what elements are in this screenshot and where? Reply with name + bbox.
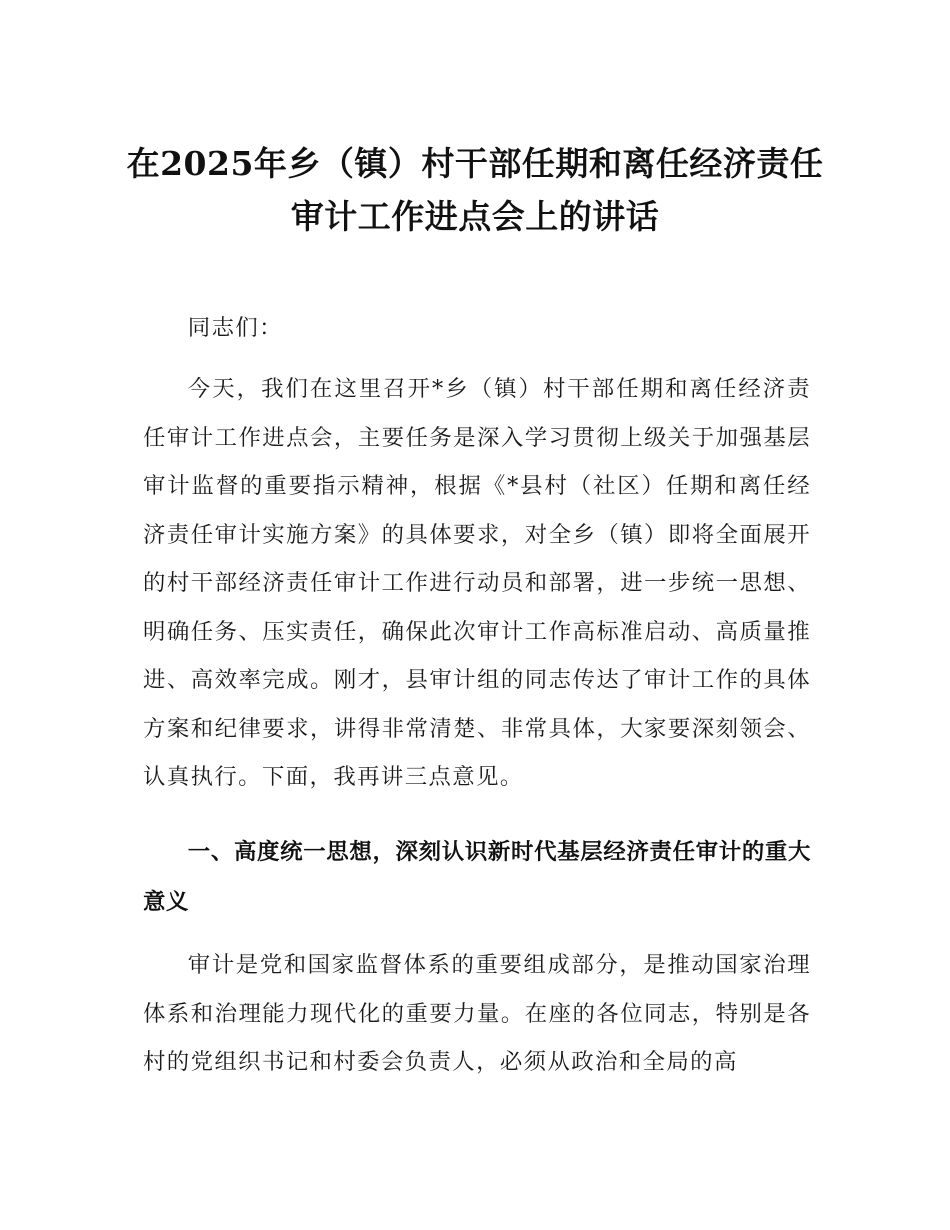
salutation: 同志们： bbox=[187, 315, 283, 341]
section-1-paragraph: 审计是党和国家监督体系的重要组成部分，是推动国家治理体系和治理能力现代化的重要力量。在座的各位同志，特别是各村的党组织书记和村委会负责人，必须从政治和全局的高 bbox=[143, 952, 811, 1075]
section-heading-1: 一、高度统一思想，深刻认识新时代基层经济责任审计的重大意义 bbox=[143, 839, 811, 915]
document-title: 在2025年乡（镇）村干部任期和离任经济责任审计工作进点会上的讲话 bbox=[126, 144, 824, 237]
opening-paragraph: 今天，我们在这里召开*乡（镇）村干部任期和离任经济责任审计工作进点会，主要任务是深入学习贯彻上级关于加强基层审计监督的重要指示精神，根据《*县村（社区）任期和离任经济责任审计实施方案》的具体要求，对全乡（镇）即将全面展开的村干部经济责任审计工作进行动员和部署，进一步统一思想、明确任务、压实责任，确保此次审计工作高标准启动、高质量推进、高效率完成。刚才，县审计组的同志传达了审计工作的具体方案和纪律要求，讲得非常清楚、非常具体，大家要深刻领会、认真执行。下面，我再讲三点意见。 bbox=[143, 376, 811, 790]
